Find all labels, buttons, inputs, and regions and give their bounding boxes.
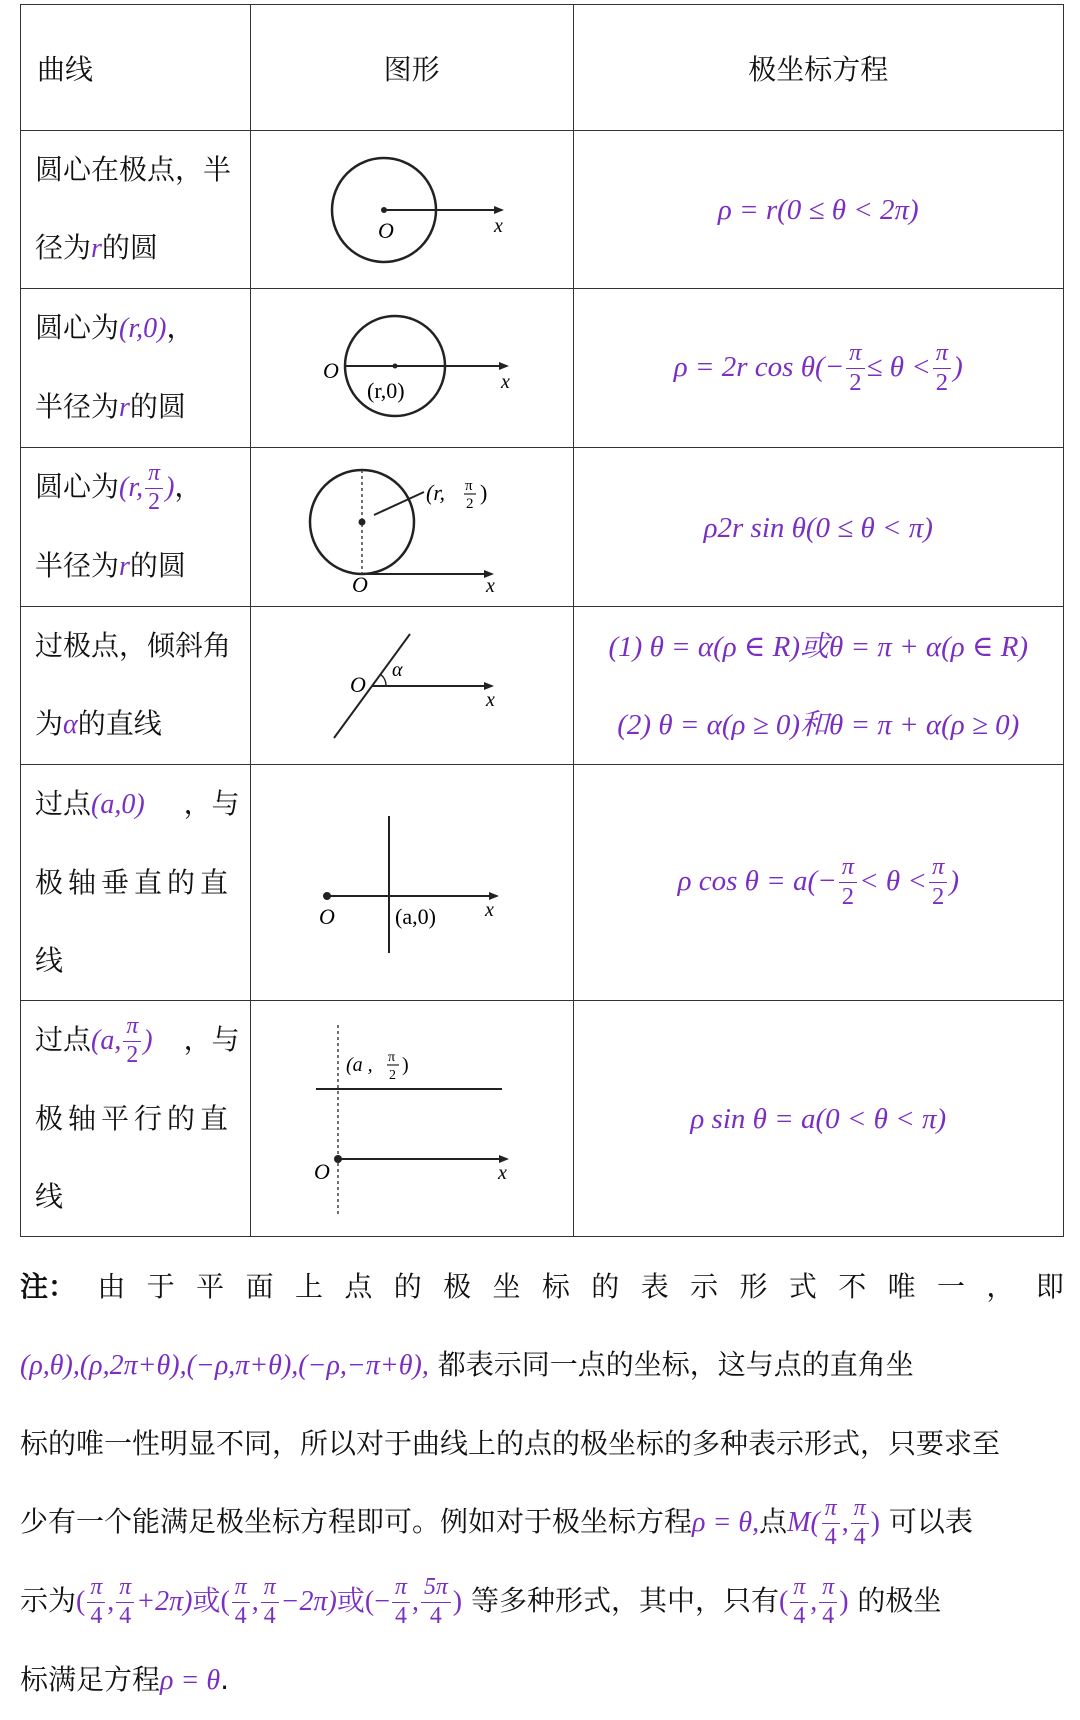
math-point: ) (143, 1025, 153, 1056)
polar-equation-table (20, 4, 1064, 1237)
fraction-pi-over-4 (232, 1573, 250, 1629)
note-line-6: 标满足方程ρ = θ. (20, 1663, 230, 1696)
polar-equation: < θ < (859, 865, 927, 898)
note-text: 少有一个能满足极坐标方程即可。例如对于极坐标方程 (20, 1505, 693, 1538)
note-text: 都表示同一点的坐标，这与点的直角坐 (437, 1348, 914, 1381)
origin-label: O (351, 572, 368, 592)
table-row (21, 765, 1064, 1001)
math-var: r (119, 392, 130, 423)
note-char: 的 (393, 1270, 422, 1303)
note-char: 的 (591, 1270, 620, 1303)
table-row (21, 607, 1064, 765)
frac-num: π (123, 1015, 141, 1042)
note-math: ρ = θ (160, 1665, 221, 1696)
note-char: 一 (937, 1270, 966, 1303)
note-char: 点 (344, 1270, 373, 1303)
figure-circle-center-r0 (250, 289, 573, 448)
frac-den: 4 (263, 1602, 276, 1629)
note-math: (ρ,θ),(ρ,2π+θ),(−ρ,π+θ),(−ρ,−π+θ), (20, 1350, 429, 1381)
note-math: M( (787, 1507, 820, 1538)
curve-text: 半径为 (35, 390, 120, 423)
frac-den: 4 (234, 1602, 247, 1629)
note-char: 式 (788, 1270, 817, 1303)
frac-num: π (790, 1576, 808, 1603)
note-char: 上 (294, 1270, 323, 1303)
header-figure: 图形 (250, 5, 573, 131)
curve-text: 的圆 (101, 231, 158, 264)
fraction-pi-over-4 (790, 1573, 808, 1629)
point-label: (a , (345, 1053, 373, 1076)
origin-label: O (313, 1158, 330, 1184)
polar-equation: ρ sin θ = a(0 < θ < π) (690, 1103, 947, 1135)
note-char: 形 (739, 1270, 768, 1303)
curve-text: ， (174, 470, 203, 503)
equation-cell (573, 765, 1063, 1001)
math-point: ) (165, 472, 175, 503)
curve-text: 为 (35, 707, 64, 740)
polar-equation: ρ2r sin θ(0 ≤ θ < π) (703, 511, 933, 544)
curve-description (21, 765, 251, 1001)
figure-horizontal-line (250, 1001, 573, 1237)
frac-den: 2 (148, 488, 161, 515)
fraction-pi-over-2 (123, 1012, 141, 1068)
note-math: ρ = θ, (692, 1507, 760, 1538)
note-char: 即 (1035, 1270, 1064, 1303)
header-curve: 曲线 (21, 5, 251, 131)
curve-text: 线 (35, 1180, 64, 1213)
math-point: (r, (119, 472, 144, 503)
math-point: (a,0) (91, 789, 145, 820)
polar-equation: ) (953, 351, 963, 383)
frac-den: 2 (935, 368, 949, 396)
note-text: 标满足方程 (20, 1663, 161, 1696)
x-axis-label: x (485, 575, 495, 592)
figure-vertical-line (250, 765, 573, 1001)
curve-description (21, 448, 251, 607)
pi-label: π (387, 1049, 395, 1065)
math-var: α (63, 709, 78, 740)
x-axis-label: x (493, 214, 503, 237)
frac-num: π (392, 1576, 410, 1603)
note-text: 或 (192, 1586, 221, 1617)
curve-text: ，与 (183, 787, 240, 820)
polar-equation: ≤ θ < (866, 351, 931, 383)
paren-label: ) (479, 480, 487, 505)
note-char: 唯 (887, 1270, 916, 1303)
figure-circle-at-pole (250, 131, 573, 289)
note-char: 面 (245, 1270, 274, 1303)
table-row (21, 448, 1064, 607)
frac-den: 2 (849, 368, 862, 396)
curve-text: 的圆 (129, 549, 186, 582)
fraction-pi-over-4 (116, 1573, 134, 1629)
frac-num: π (822, 1497, 840, 1524)
frac-den: 2 (931, 883, 945, 910)
note-line-3: 标的唯一性明显不同，所以对于曲线上的点的极坐标的多种表示形式，只要求至 (20, 1427, 1001, 1460)
frac-num: π (261, 1576, 279, 1603)
curve-text: 圆心为 (35, 311, 120, 344)
header-equation: 极坐标方程 (573, 5, 1063, 131)
curve-text: 的圆 (129, 390, 186, 423)
curve-text: 过点 (35, 787, 92, 820)
table-row (21, 1001, 1064, 1237)
curve-text: 圆心在极点，半 (35, 153, 232, 186)
math-point: (a, (91, 1025, 122, 1056)
equation-cell (573, 289, 1063, 448)
origin-label: O (322, 358, 339, 383)
curve-text: 线 (35, 944, 64, 977)
frac-num: 5π (421, 1576, 451, 1603)
frac-den: 4 (119, 1602, 132, 1629)
curve-text: ，与 (183, 1023, 240, 1056)
table-header-row (21, 5, 1064, 131)
math-var: r (91, 233, 102, 264)
center-label: (r,0) (366, 378, 405, 403)
note-text: 的极坐 (857, 1584, 942, 1617)
note-char: 标 (541, 1270, 570, 1303)
curve-text: 的直线 (77, 707, 162, 740)
note-paragraph (20, 1248, 1064, 1720)
curve-description (21, 131, 251, 289)
frac-den: 2 (841, 883, 855, 910)
math-point: (r,0) (119, 313, 167, 344)
equation-cell (573, 607, 1063, 765)
frac-den: 4 (793, 1602, 806, 1629)
frac-num: π (116, 1576, 134, 1603)
note-line-4: 少有一个能满足极坐标方程即可。例如对于极坐标方程ρ = θ,点M( $\frac{\pi}{4}$ , $\frac{\pi}{4}$ ) 可以表 (20, 1494, 973, 1550)
polar-equation: ρ cos θ = a(− (677, 865, 837, 898)
origin-label: O (377, 217, 394, 243)
curve-text: 极轴垂直的直 (35, 866, 234, 899)
x-axis-label: x (485, 688, 495, 711)
curve-text: ， (166, 311, 195, 344)
x-axis-label: x (497, 1161, 507, 1184)
fraction-pi-over-4 (851, 1494, 869, 1550)
frac-num: π (851, 1497, 869, 1524)
curve-text: 过点 (35, 1023, 92, 1056)
frac-num: π (87, 1576, 105, 1603)
note-char: 表 (640, 1270, 669, 1303)
curve-text: 半径为 (35, 549, 120, 582)
frac-den: 4 (853, 1523, 866, 1550)
note-text: 可以表 (888, 1505, 973, 1538)
curve-description (21, 607, 251, 765)
frac-num: π (929, 855, 947, 883)
fraction-5pi-over-4 (421, 1573, 451, 1629)
center-label: (r, (425, 480, 445, 505)
note-text: 示为 (20, 1584, 77, 1617)
note-char: 示 (690, 1270, 719, 1303)
polar-equation-1: (1) θ = α(ρ ∈ R)或θ = π + α(ρ ∈ R) (608, 630, 1029, 663)
alpha-label: α (391, 658, 403, 681)
equation-cell (573, 131, 1063, 289)
equation-cell (573, 448, 1063, 607)
point-label: (a,0) (394, 903, 436, 929)
equation-cell (573, 1001, 1063, 1237)
frac-num: π (846, 341, 864, 369)
fraction-pi-over-2 (846, 338, 864, 396)
polar-equation-2: (2) θ = α(ρ ≥ 0)和θ = π + α(ρ ≥ 0) (617, 708, 1020, 741)
note-line-2 (20, 1326, 1064, 1405)
figure-circle-center-r-pi2 (250, 448, 573, 607)
fraction-pi-over-2 (933, 338, 951, 396)
fraction-pi-over-2 (145, 459, 163, 515)
curve-text: 过极点，倾斜角 (35, 629, 232, 662)
two-label: 2 (465, 496, 474, 512)
two-label: 2 (388, 1067, 396, 1083)
note-line-1 (20, 1248, 1064, 1326)
note-text: 等多种形式，其中，只有 (471, 1584, 780, 1617)
note-char: 平 (196, 1270, 225, 1303)
frac-den: 4 (822, 1602, 835, 1629)
frac-num: π (145, 462, 163, 489)
fraction-pi-over-2 (839, 855, 857, 909)
frac-num: π (839, 855, 857, 883)
note-line-5: 示为( $\frac{\pi}{4}$ , $\frac{\pi}{4}$ +2π)或( $\frac{\pi}{4}$ , $\frac{\pi}{4}$ −2π)或(− $\frac{\pi}{4}$ , $\frac{5\pi}{4}$ ) 等多种形式，其中，只有( $\frac{\pi}{4}$ , $\frac{\pi}{4}$ ) 的极坐 (20, 1573, 942, 1629)
x-axis-label: x (500, 371, 510, 393)
frac-num: π (933, 341, 951, 369)
frac-den: 4 (395, 1602, 407, 1629)
curve-description (21, 1001, 251, 1237)
polar-equation: ρ = 2r cos θ(− (673, 351, 845, 383)
paren-label: ) (401, 1053, 409, 1076)
fraction-pi-over-4 (822, 1494, 840, 1550)
polar-equation: ) (949, 865, 959, 898)
fraction-pi-over-4 (819, 1573, 837, 1629)
frac-den: 4 (90, 1602, 103, 1629)
origin-label: O (318, 903, 335, 929)
note-char: 于 (146, 1270, 175, 1303)
x-axis-label: x (484, 898, 494, 921)
note-text: 或 (336, 1586, 365, 1617)
note-char: 极 (443, 1270, 472, 1303)
pi-label: π (464, 478, 473, 494)
frac-den: 2 (126, 1041, 139, 1068)
curve-description (21, 289, 251, 448)
table-row (21, 131, 1064, 289)
frac-num: π (819, 1576, 837, 1603)
curve-text: 圆心为 (35, 470, 120, 503)
note-char: 坐 (492, 1270, 521, 1303)
frac-den: 4 (429, 1602, 442, 1629)
note-text: 点 (759, 1505, 788, 1538)
fraction-pi-over-4 (87, 1573, 105, 1629)
note-char: 不 (838, 1270, 867, 1303)
fraction-pi-over-4 (261, 1573, 279, 1629)
curve-text: 极轴平行的直 (35, 1102, 234, 1135)
table-row (21, 289, 1064, 448)
note-label: 注： (20, 1270, 77, 1303)
curve-text: 径为 (35, 231, 92, 264)
note-char: ， (986, 1270, 1015, 1303)
polar-equation: ρ = r(0 ≤ θ < 2π) (717, 194, 919, 226)
origin-label: O (349, 671, 366, 697)
math-var: r (119, 551, 130, 582)
frac-den: 4 (824, 1523, 837, 1550)
figure-line-through-pole (250, 607, 573, 765)
fraction-pi-over-4 (392, 1573, 410, 1629)
fraction-pi-over-2 (929, 855, 947, 909)
note-char: 由 (97, 1270, 126, 1303)
frac-num: π (232, 1576, 250, 1603)
